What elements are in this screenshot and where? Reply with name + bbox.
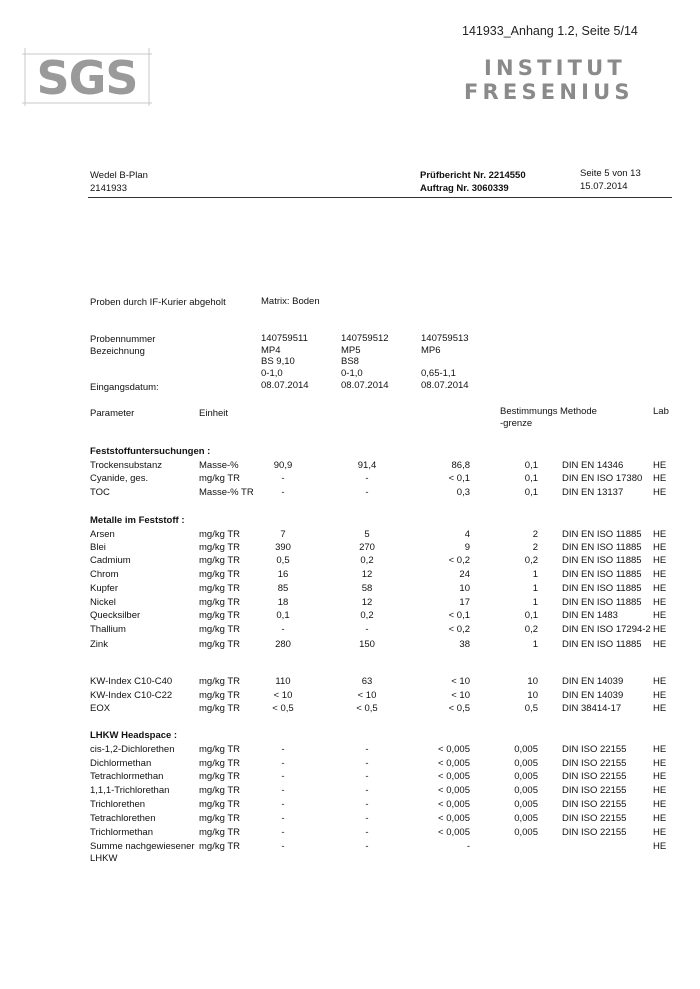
table-cell-method: DIN ISO 22155 [562,799,627,810]
table-cell-name: Blei [90,542,106,553]
table-cell-v3: < 0,005 [438,799,470,810]
table-cell-v1: - [281,799,285,810]
table-cell-v1: - [281,785,285,796]
table-cell-name: 1,1,1-Trichlorethan [90,785,170,796]
header-rule [88,197,672,198]
report-number: Prüfbericht Nr. 2214550 [420,170,526,181]
table-cell-lab: HE [653,771,667,782]
table-cell-v2: 58 [361,583,373,594]
table-cell-unit: mg/kg TR [199,569,241,580]
table-cell-v2: - [365,841,369,852]
receipt-date-label: Eingangsdatum: [90,382,159,393]
table-cell-v2: 0,2 [360,555,374,566]
table-cell-name: Tetrachlorethen [90,813,156,824]
document-reference: 141933_Anhang 1.2, Seite 5/14 [462,24,638,38]
table-cell-v3: 86,8 [451,460,470,471]
table-cell-v3: < 0,005 [438,771,470,782]
table-cell-v1: 90,9 [273,460,293,471]
table-cell-name: Cyanide, ges. [90,473,149,484]
project-name: Wedel B-Plan [90,170,148,181]
table-cell-unit: mg/kg TR [199,785,241,796]
table-cell-v1: - [281,487,285,498]
table-cell-name: Summe nachgewiesener LHKW [90,841,195,864]
table-cell-lab: HE [653,529,667,540]
table-cell-v2: < 0,5 [356,703,378,714]
sample-3-name: MP6 [421,345,441,356]
table-cell-v3: < 0,5 [448,703,470,714]
table-cell-unit: mg/kg TR [199,799,241,810]
table-cell-v2: 63 [361,676,373,687]
table-cell-name: EOX [90,703,111,714]
logo-line-2: FRESENIUS [464,80,634,104]
table-cell-lab: HE [653,703,667,714]
table-cell-bg: 0,005 [514,799,538,810]
table-cell-method: DIN ISO 22155 [562,785,627,796]
designation-label: Bezeichnung [90,346,145,357]
col-method: Methode [560,406,597,417]
table-cell-lab: HE [653,555,667,566]
table-cell-v3: 4 [464,529,470,540]
table-cell-v3: 24 [459,569,470,580]
table-cell-name: Quecksilber [90,610,141,621]
sample-number-label: Probennummer [90,334,156,345]
table-cell-v1: - [281,827,285,838]
table-cell-v2: - [365,473,369,484]
table-cell-v2: - [365,799,369,810]
table-cell-v1: < 0,5 [272,703,294,714]
table-cell-method: DIN EN ISO 11885 [562,597,642,608]
table-cell-v2: - [365,744,369,755]
table-cell-bg: 0,005 [514,771,538,782]
table-cell-lab: HE [653,473,667,484]
table-cell-bg: 0,005 [514,758,538,769]
table-cell-unit: mg/kg TR [199,827,241,838]
sample-1-date: 08.07.2014 [261,380,309,391]
table-cell-bg: 1 [532,583,538,594]
table-cell-v2: 12 [361,597,373,608]
table-cell-v3: - [466,841,470,852]
sampling-note: Proben durch IF-Kurier abgeholt [90,297,226,308]
table-cell-method: DIN 38414-17 [562,703,622,714]
table-cell-v2: - [365,771,369,782]
table-cell-lab: HE [653,487,667,498]
table-cell-v1: 0,5 [276,555,290,566]
table-cell-unit: mg/kg TR [199,610,241,621]
table-cell-v1: - [281,813,285,824]
table-cell-v1: - [281,841,285,852]
table-cell-bg: 10 [527,676,538,687]
table-cell-lab: HE [653,639,667,650]
table-cell-v3: < 0,1 [448,473,470,484]
table-cell-v3: < 0,005 [438,785,470,796]
table-cell-name: Trichlormethan [90,827,154,838]
table-cell-v1: - [281,771,285,782]
table-cell-method: DIN ISO 22155 [562,758,627,769]
order-number: Auftrag Nr. 3060339 [420,183,509,194]
table-cell-lab: HE [653,841,667,852]
sample-1-name: MP4 [261,345,281,356]
table-cell-lab: HE [653,583,667,594]
table-cell-method: DIN EN ISO 11885 [562,639,642,650]
col-limit-2: -grenze [500,418,533,429]
table-cell-method: DIN EN 14346 [562,460,624,471]
table-cell-v1: - [281,624,285,635]
table-cell-name: Nickel [90,597,116,608]
table-cell-method: DIN ISO 22155 [562,771,627,782]
institut-fresenius-logo [464,56,634,104]
table-cell-v1: 16 [277,569,289,580]
table-cell-unit: mg/kg TR [199,583,241,594]
table-cell-lab: HE [653,690,667,701]
table-cell-v2: 5 [364,529,370,540]
table-cell-lab: HE [653,785,667,796]
table-cell-unit: mg/kg TR [199,624,241,635]
table-cell-lab: HE [653,610,667,621]
table-cell-unit: mg/kg TR [199,690,241,701]
table-cell-v3: < 10 [451,690,470,701]
table-cell-unit: mg/kg TR [199,744,241,755]
table-cell-lab: HE [653,569,667,580]
table-cell-v3: < 0,005 [438,827,470,838]
table-cell-method: DIN EN ISO 11885 [562,569,642,580]
sample-2-number: 140759512 [341,333,389,344]
table-cell-name: TOC [90,487,110,498]
table-cell-lab: HE [653,624,667,635]
table-cell-v3: < 0,005 [438,744,470,755]
table-cell-unit: mg/kg TR [199,597,241,608]
table-cell-v1: 18 [277,597,289,608]
table-cell-bg: 2 [532,542,538,553]
table-cell-v2: 270 [359,542,375,553]
table-cell-name: Cadmium [90,555,131,566]
table-cell-name: KW-Index C10-C40 [90,676,173,687]
table-cell-name: Thallium [90,624,126,635]
table-cell-v3: 10 [459,583,470,594]
table-cell-unit: mg/kg TR [199,542,241,553]
table-cell-lab: HE [653,460,667,471]
table-cell-v1: - [281,473,285,484]
table-cell-v3: 17 [459,597,470,608]
table-cell-name: KW-Index C10-C22 [90,690,173,701]
table-cell-v3: < 10 [451,676,470,687]
table-cell-lab: HE [653,813,667,824]
table-cell-v3: 9 [464,542,470,553]
table-cell-name: Trockensubstanz [90,460,162,471]
table-cell-unit: Masse-% [199,460,239,471]
table-cell-v1: 110 [275,676,291,687]
table-cell-name: Chrom [90,569,119,580]
table-cell-bg: 1 [532,597,538,608]
sample-2-extra: BS8 [341,356,359,367]
table-cell-bg: 0,2 [524,624,538,635]
table-cell-v3: < 0,2 [448,624,470,635]
table-cell-v2: - [365,758,369,769]
table-cell-unit: Masse-% TR [199,487,254,498]
table-cell-unit: mg/kg TR [199,529,241,540]
table-cell-method: DIN EN 14039 [562,690,624,701]
table-cell-v3: 0,3 [456,487,470,498]
sample-1-extra: BS 9,10 [261,356,295,367]
table-cell-method: DIN EN 14039 [562,676,624,687]
table-cell-unit: mg/kg TR [199,771,241,782]
table-cell-lab: HE [653,542,667,553]
col-lab: Lab [653,406,669,417]
col-unit: Einheit [199,408,229,419]
table-cell-v3: 38 [459,639,470,650]
table-cell-v3: < 0,1 [448,610,470,621]
table-cell-name: Tetrachlormethan [90,771,164,782]
project-number: 2141933 [90,183,127,194]
table-cell-bg: 10 [527,690,538,701]
section-title: Metalle im Feststoff : [90,515,185,526]
sample-1-number: 140759511 [261,333,308,344]
table-cell-lab: HE [653,744,667,755]
table-cell-v1: 7 [280,529,286,540]
section-title: LHKW Headspace : [90,730,178,741]
table-cell-method: DIN EN ISO 11885 [562,555,642,566]
table-cell-name: cis-1,2-Dichlorethen [90,744,175,755]
table-cell-bg: 0,005 [514,785,538,796]
logo-line-1: INSTITUT [484,56,626,80]
report-date: 15.07.2014 [580,181,628,192]
table-cell-name: Kupfer [90,583,118,594]
table-cell-lab: HE [653,758,667,769]
col-parameter: Parameter [90,408,135,419]
table-cell-v2: - [365,624,369,635]
table-cell-bg: 0,2 [524,555,538,566]
table-cell-lab: HE [653,827,667,838]
table-cell-method: DIN ISO 22155 [562,813,627,824]
table-cell-lab: HE [653,799,667,810]
table-cell-unit: mg/kg TR [199,639,241,650]
sample-2-date: 08.07.2014 [341,380,389,391]
table-cell-lab: HE [653,597,667,608]
table-cell-v2: - [365,487,369,498]
table-cell-method: DIN EN ISO 11885 [562,583,642,594]
table-cell-v2: 150 [359,639,375,650]
table-cell-v2: - [365,827,369,838]
table-cell-bg: 0,1 [524,460,538,471]
table-cell-name: Dichlormethan [90,758,152,769]
table-cell-bg: 0,1 [524,610,538,621]
sample-1-depth: 0-1,0 [261,368,283,379]
col-limit: Bestimmungs [500,406,558,417]
table-cell-unit: mg/kg TR [199,758,241,769]
table-cell-method: DIN EN 1483 [562,610,618,621]
table-cell-method: DIN EN ISO 11885 [562,542,642,553]
table-cell-bg: 0,005 [514,744,538,755]
table-cell-v1: - [281,744,285,755]
table-cell-method: DIN EN ISO 17294-2 [562,624,651,635]
table-cell-bg: 0,1 [524,487,538,498]
table-cell-v1: < 10 [273,690,293,701]
table-cell-unit: mg/kg TR [199,813,241,824]
table-cell-v3: < 0,2 [448,555,470,566]
table-cell-bg: 1 [532,569,538,580]
table-cell-bg: 0,005 [514,827,538,838]
table-cell-unit: mg/kg TR [199,555,241,566]
page-number: Seite 5 von 13 [580,168,641,179]
sample-2-depth: 0-1,0 [341,368,363,379]
table-cell-v3: < 0,005 [438,758,470,769]
table-cell-method: DIN EN 13137 [562,487,624,498]
table-cell-v1: 390 [275,542,291,553]
table-cell-name: Arsen [90,529,115,540]
section-title: Feststoffuntersuchungen : [90,446,211,457]
table-cell-method: DIN ISO 22155 [562,744,627,755]
table-cell-v2: - [365,813,369,824]
table-cell-method: DIN EN ISO 17380 [562,473,643,484]
matrix-label: Matrix: Boden [261,296,320,307]
table-cell-v2: 12 [361,569,373,580]
sgs-logo [14,46,154,108]
table-cell-bg: 0,1 [524,473,538,484]
table-cell-name: Trichlorethen [90,799,146,810]
table-cell-v1: 0,1 [276,610,290,621]
table-cell-v1: 85 [277,583,289,594]
table-cell-bg: 2 [532,529,538,540]
table-cell-bg: 0,005 [514,813,538,824]
sample-3-depth: 0,65-1,1 [421,368,456,379]
table-cell-bg: 1 [532,639,538,650]
table-cell-v1: 280 [275,639,291,650]
table-cell-v2: 91,4 [357,460,377,471]
svg-text:SGS: SGS [36,51,138,105]
sample-3-number: 140759513 [421,333,469,344]
table-cell-v1: - [281,758,285,769]
table-cell-v2: - [365,785,369,796]
table-cell-v2: < 10 [357,690,377,701]
table-cell-unit: mg/kg TR [199,841,241,852]
table-cell-method: DIN ISO 22155 [562,827,627,838]
sample-3-date: 08.07.2014 [421,380,469,391]
table-cell-unit: mg/kg TR [199,676,241,687]
table-cell-unit: mg/kg TR [199,703,241,714]
sample-2-name: MP5 [341,345,361,356]
table-cell-unit: mg/kg TR [199,473,241,484]
table-cell-lab: HE [653,676,667,687]
table-cell-bg: 0,5 [524,703,538,714]
table-cell-method: DIN EN ISO 11885 [562,529,642,540]
table-cell-name: Zink [90,639,108,650]
table-cell-v2: 0,2 [360,610,374,621]
table-cell-v3: < 0,005 [438,813,470,824]
